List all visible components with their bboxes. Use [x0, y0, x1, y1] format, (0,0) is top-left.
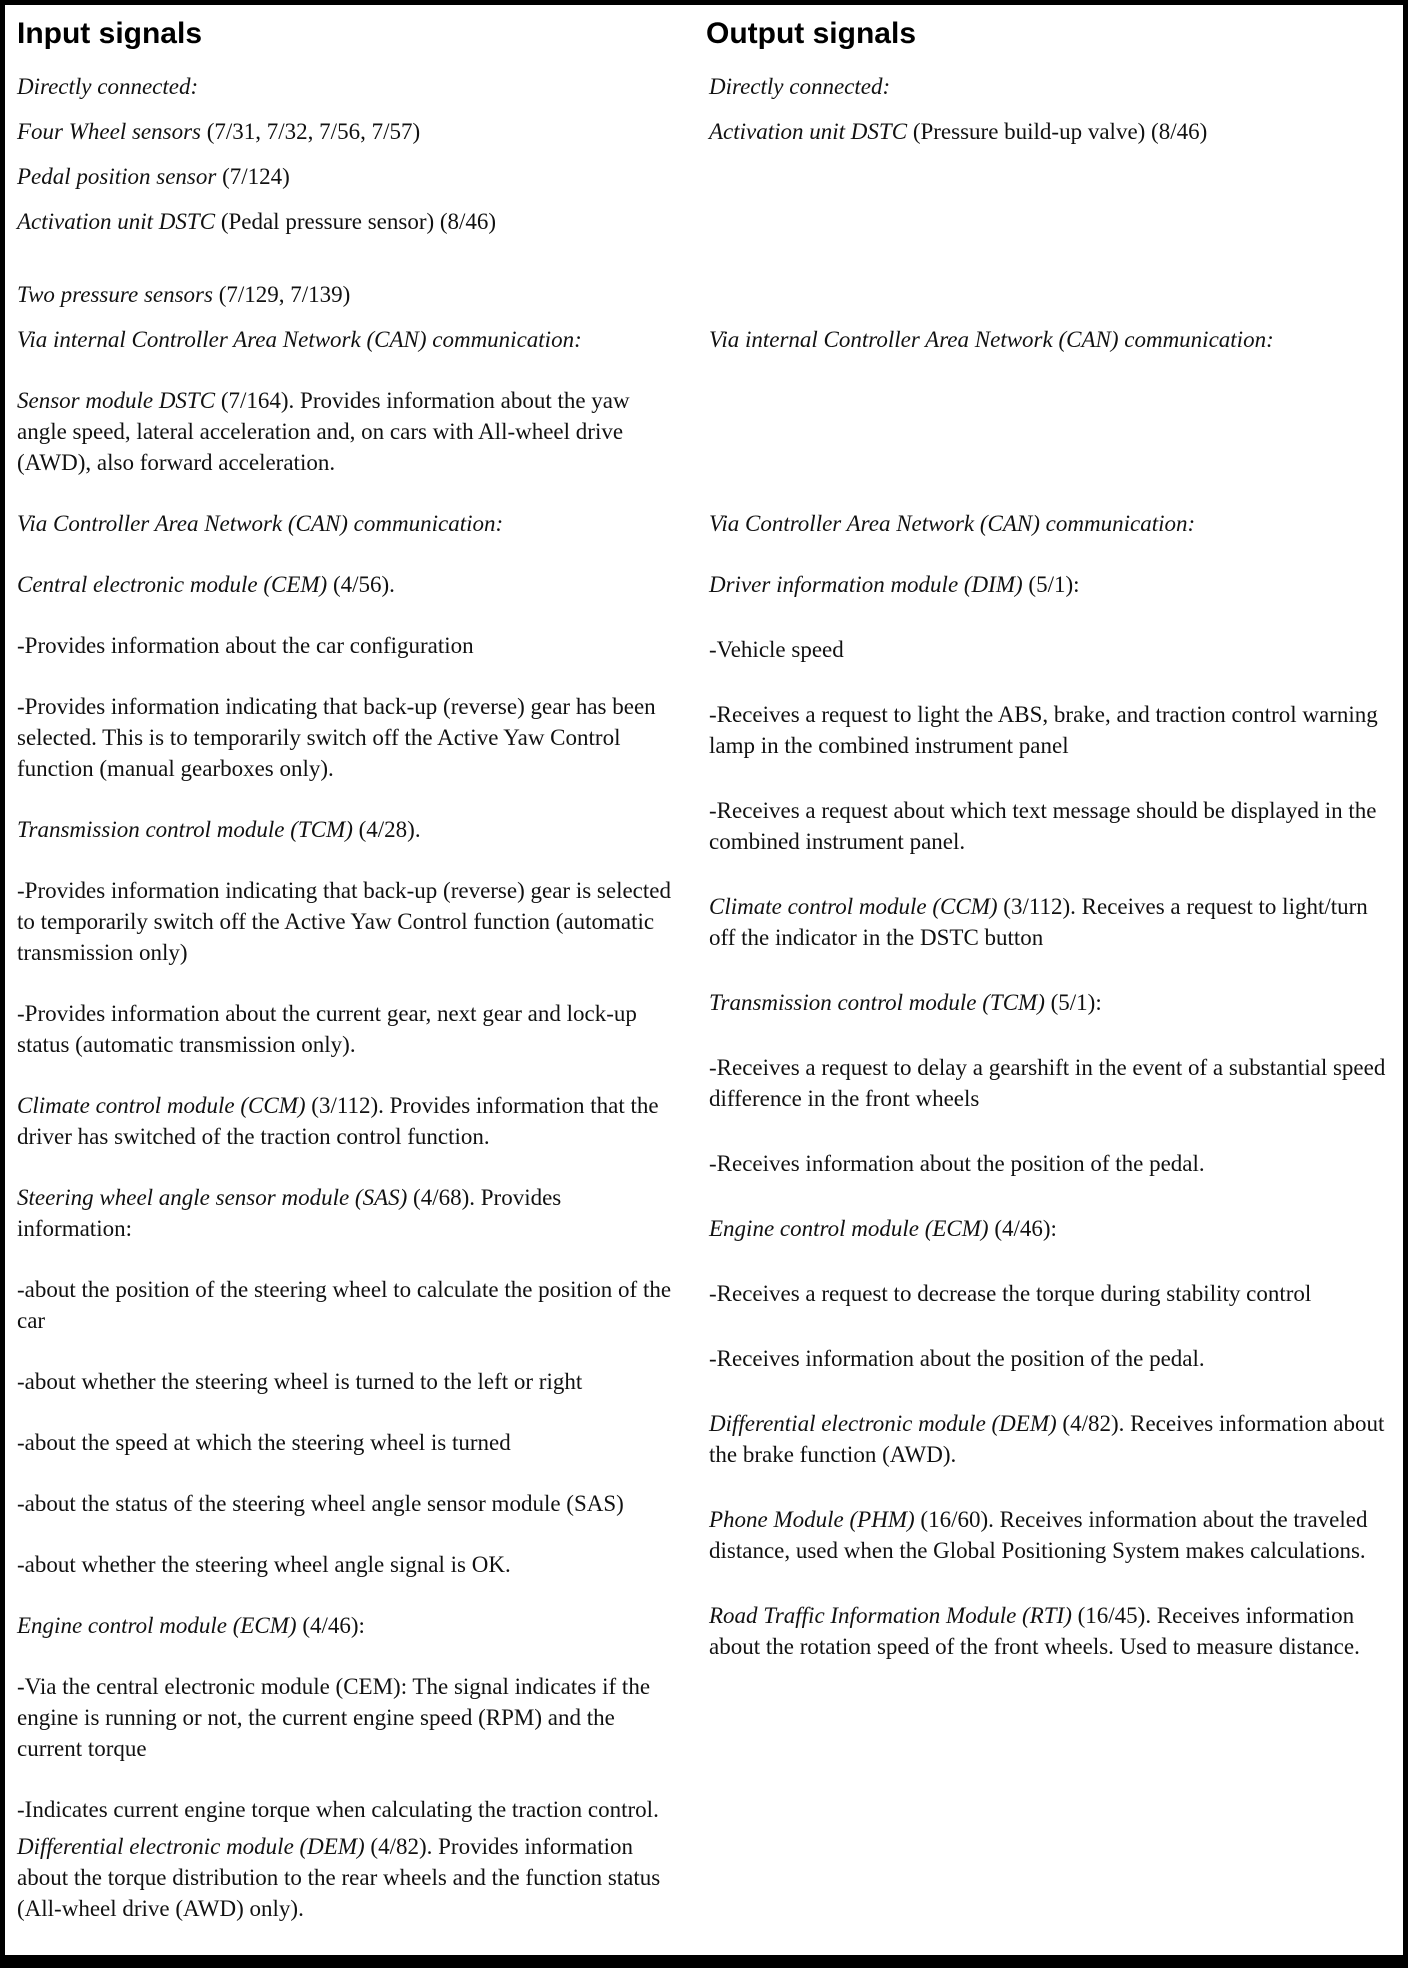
module-name-italic: Engine control module (ECM) [709, 1216, 989, 1241]
module-name-italic: Differential electronic module (DEM) [709, 1411, 1057, 1436]
left-paragraph: -Provides information about the current gear, next gear and lock-up status (automatic transmission only). [17, 1001, 637, 1057]
signal-row [17, 385, 1395, 508]
left-paragraph: Steering wheel angle sensor module (SAS) (4/68). Provides information: [17, 1185, 562, 1241]
signal-row [17, 324, 1395, 385]
right-paragraph: -Receives a request to light the ABS, brake, and traction control warning lamp in the combined instrument panel [709, 702, 1378, 758]
signal-row [17, 508, 1395, 569]
module-name-italic: Steering wheel angle sensor module (SAS) [17, 1185, 408, 1210]
module-name-italic: Central electronic module (CEM) [17, 572, 328, 597]
right-column-segment [706, 116, 1395, 161]
left-paragraph: Climate control module (CCM) (3/112). Provides information that the driver has switched of the traction control function. [17, 1093, 659, 1149]
right-paragraph: -Receives a request to decrease the torque during stability control [709, 1281, 1312, 1306]
module-name-italic: Pedal position sensor [17, 164, 217, 189]
module-name-italic: Four Wheel sensors [17, 119, 201, 144]
right-paragraph: -Receives a request to delay a gearshift in the event of a substantial speed difference in the front wheels [709, 1055, 1386, 1111]
right-column-segment [706, 324, 1395, 385]
left-paragraph: -about the status of the steering wheel angle sensor module (SAS) [17, 1491, 624, 1516]
right-paragraph: Activation unit DSTC (Pressure build-up valve) (8/46) [709, 119, 1208, 144]
left-paragraph: Two pressure sensors (7/129, 7/139) [17, 282, 351, 307]
module-name-italic: Activation unit DSTC [17, 209, 216, 234]
right-paragraph [709, 324, 1391, 355]
right-paragraph: -Receives a request about which text message should be displayed in the combined instrument panel. [709, 798, 1377, 854]
right-paragraph: -Receives information about the position of the pedal. [709, 1151, 1205, 1176]
right-paragraph: Climate control module (CCM) (3/112). Receives a request to light/turn off the indicator in the DSTC button [709, 894, 1368, 950]
right-paragraph: Driver information module (DIM) (5/1): [709, 572, 1080, 597]
left-paragraph: Transmission control module (TCM) (4/28). [17, 817, 421, 842]
module-name-italic: Via Controller Area Network (CAN) communication: [709, 511, 1196, 536]
module-name-italic: Phone Module (PHM) [709, 1507, 915, 1532]
left-column-segment [17, 385, 706, 508]
right-paragraph: Differential electronic module (DEM) (4/82). Receives information about the brake function (AWD). [709, 1411, 1385, 1467]
left-paragraph: Activation unit DSTC (Pedal pressure sensor) (8/46) [17, 209, 497, 234]
module-name-italic: Driver information module (DIM) [709, 572, 1023, 597]
right-column-segment [706, 508, 1395, 569]
module-name-italic: Two pressure sensors [17, 282, 213, 307]
left-paragraph: -about the position of the steering wheel to calculate the position of the car [17, 1277, 672, 1333]
right-column-segment [706, 569, 1395, 1696]
module-name-italic: Activation unit DSTC [709, 119, 908, 144]
left-paragraph: Central electronic module (CEM) (4/56). [17, 572, 395, 597]
right-paragraph: -Vehicle speed [709, 637, 844, 662]
left-paragraph [17, 324, 680, 355]
module-name-italic: Directly connected: [709, 74, 891, 99]
left-paragraph [17, 508, 680, 539]
left-column-segment [17, 508, 706, 569]
left-paragraph: -Indicates current engine torque when calculating the traction control. [17, 1797, 659, 1822]
module-name-italic: Sensor module DSTC [17, 388, 216, 413]
left-paragraph: Four Wheel sensors (7/31, 7/32, 7/56, 7/57) [17, 119, 421, 144]
module-name-italic: Via Controller Area Network (CAN) communication: [17, 511, 504, 536]
right-paragraph: Phone Module (PHM) (16/60). Receives information about the traveled distance, used when the Global Positioning System makes calculations. [709, 1507, 1368, 1563]
right-paragraph: Transmission control module (TCM) (5/1): [709, 990, 1102, 1015]
right-paragraph: Road Traffic Information Module (RTI) (16/45). Receives information about the rotation speed of the front wheels. Used to measure distance. [709, 1603, 1360, 1659]
module-name-italic: Climate control module (CCM) [709, 894, 998, 919]
signal-rows [17, 71, 1395, 1924]
module-name-italic: Via internal Controller Area Network (CAN) communication: [709, 327, 1274, 352]
right-paragraph [709, 71, 1391, 102]
module-name-italic: Engine control module (ECM) [17, 1613, 297, 1638]
module-name-italic: Transmission control module (TCM) [709, 990, 1045, 1015]
column-headers [17, 17, 1395, 51]
right-column-segment [706, 71, 1395, 116]
left-paragraph: -Provides information about the car configuration [17, 633, 474, 658]
left-paragraph: -Provides information indicating that back-up (reverse) gear is selected to temporarily switch off the Active Yaw Control function (automatic transmission only) [17, 878, 671, 965]
left-paragraph [17, 71, 680, 102]
signal-row [17, 569, 1395, 1924]
left-paragraph: Sensor module DSTC (7/164). Provides information about the yaw angle speed, lateral acceleration and, on cars with All-wheel drive (AWD), also forward acceleration. [17, 388, 630, 475]
module-name-italic: Road Traffic Information Module (RTI) [709, 1603, 1072, 1628]
module-name-italic: Directly connected: [17, 74, 199, 99]
module-name-italic: Transmission control module (TCM) [17, 817, 353, 842]
output-signals-header: Output signals [706, 17, 916, 50]
signal-row [17, 116, 1395, 324]
left-column-segment [17, 116, 706, 324]
left-column-segment [17, 569, 706, 1924]
left-paragraph: -about whether the steering wheel is turned to the left or right [17, 1369, 583, 1394]
left-paragraph: -about whether the steering wheel angle signal is OK. [17, 1552, 511, 1577]
left-paragraph: -Via the central electronic module (CEM): The signal indicates if the engine is running or not, the current engine speed (RPM) and the current torque [17, 1674, 651, 1761]
left-paragraph: Engine control module (ECM) (4/46): [17, 1613, 365, 1638]
module-name-italic: Climate control module (CCM) [17, 1093, 306, 1118]
left-paragraph [17, 251, 680, 265]
right-paragraph: -Receives information about the position of the pedal. [709, 1346, 1205, 1371]
right-paragraph: Engine control module (ECM) (4/46): [709, 1216, 1057, 1241]
module-name-italic: Differential electronic module (DEM) [17, 1834, 365, 1859]
left-column-segment [17, 324, 706, 385]
signal-row [17, 71, 1395, 116]
left-paragraph: -Provides information indicating that back-up (reverse) gear has been selected. This is to temporarily switch off the Active Yaw Control function (manual gearboxes only). [17, 694, 656, 781]
left-paragraph: Pedal position sensor (7/124) [17, 164, 290, 189]
input-signals-header: Input signals [17, 17, 203, 50]
left-paragraph: Differential electronic module (DEM) (4/82). Provides information about the torque distribution to the rear wheels and the function status (All-wheel drive (AWD) only). [17, 1834, 661, 1921]
left-column-segment [17, 71, 706, 116]
module-name-italic: Via internal Controller Area Network (CAN) communication: [17, 327, 582, 352]
right-paragraph [709, 508, 1391, 539]
left-paragraph: -about the speed at which the steering wheel is turned [17, 1430, 511, 1455]
